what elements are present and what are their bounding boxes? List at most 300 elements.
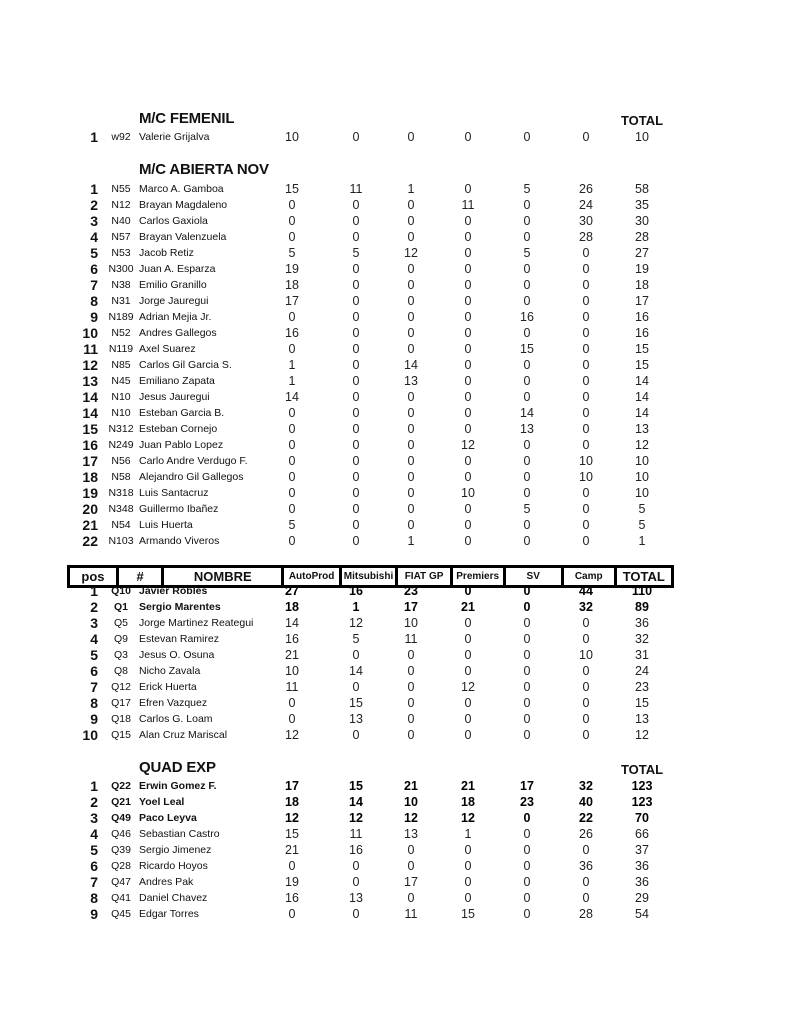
premiers-score: 0 bbox=[464, 278, 472, 292]
mitsubishi-score: 0 bbox=[352, 518, 360, 532]
fiat-gp-score: 0 bbox=[407, 130, 415, 144]
camp-score: 0 bbox=[582, 875, 590, 889]
fiat-gp-score: 12 bbox=[404, 811, 418, 825]
mitsubishi-score: 0 bbox=[352, 278, 360, 292]
autoprod-score: 0 bbox=[288, 712, 296, 726]
mitsubishi-score: 0 bbox=[352, 406, 360, 420]
total-score: 89 bbox=[635, 600, 649, 614]
racer-number: Q41 bbox=[111, 892, 131, 904]
camp-score: 0 bbox=[582, 342, 590, 356]
position: 3 bbox=[90, 615, 98, 631]
total-score: 28 bbox=[635, 230, 649, 244]
premiers-score: 0 bbox=[464, 422, 472, 436]
sv-score: 0 bbox=[523, 198, 531, 212]
header-autoprod: AutoProd bbox=[284, 568, 341, 585]
autoprod-score: 0 bbox=[288, 406, 296, 420]
table-row bbox=[0, 293, 791, 309]
premiers-score: 0 bbox=[464, 310, 472, 324]
table-row bbox=[0, 533, 791, 549]
position: 9 bbox=[90, 309, 98, 325]
racer-name: Jacob Retiz bbox=[139, 247, 194, 259]
racer-name: Valerie Grijalva bbox=[139, 131, 210, 143]
autoprod-score: 21 bbox=[285, 843, 299, 857]
autoprod-score: 14 bbox=[285, 616, 299, 630]
table-row bbox=[0, 727, 791, 743]
racer-name: Paco Leyva bbox=[139, 812, 197, 824]
premiers-score: 12 bbox=[461, 680, 475, 694]
position: 6 bbox=[90, 663, 98, 679]
racer-number: N31 bbox=[111, 295, 131, 307]
mitsubishi-score: 0 bbox=[352, 262, 360, 276]
fiat-gp-score: 0 bbox=[407, 422, 415, 436]
mitsubishi-score: 13 bbox=[349, 891, 363, 905]
fiat-gp-score: 0 bbox=[407, 390, 415, 404]
sv-score: 0 bbox=[523, 326, 531, 340]
mitsubishi-score: 0 bbox=[352, 680, 360, 694]
total-score: 16 bbox=[635, 326, 649, 340]
total-score: 58 bbox=[635, 182, 649, 196]
table-row bbox=[0, 129, 791, 145]
racer-number: Q49 bbox=[111, 812, 131, 824]
position: 16 bbox=[82, 437, 98, 453]
total-score: 123 bbox=[631, 779, 653, 793]
camp-score: 0 bbox=[582, 664, 590, 678]
sv-score: 0 bbox=[523, 230, 531, 244]
racer-name: Yoel Leal bbox=[139, 796, 185, 808]
racer-name: Brayan Valenzuela bbox=[139, 231, 227, 243]
position: 3 bbox=[90, 213, 98, 229]
camp-score: 0 bbox=[582, 616, 590, 630]
racer-name: Sergio Marentes bbox=[139, 601, 221, 613]
camp-score: 30 bbox=[579, 214, 593, 228]
sv-score: 14 bbox=[520, 406, 534, 420]
fiat-gp-score: 0 bbox=[407, 696, 415, 710]
table-row bbox=[0, 229, 791, 245]
camp-score: 0 bbox=[582, 246, 590, 260]
camp-score: 26 bbox=[579, 827, 593, 841]
camp-score: 0 bbox=[582, 374, 590, 388]
camp-score: 0 bbox=[582, 518, 590, 532]
sv-score: 0 bbox=[523, 358, 531, 372]
sv-score: 0 bbox=[523, 130, 531, 144]
table-row bbox=[0, 197, 791, 213]
racer-number: N10 bbox=[111, 407, 131, 419]
sv-score: 0 bbox=[523, 584, 531, 598]
header-nombre: NOMBRE bbox=[164, 568, 284, 585]
total-score: 14 bbox=[635, 406, 649, 420]
total-score: 10 bbox=[635, 470, 649, 484]
position: 2 bbox=[90, 599, 98, 615]
mitsubishi-score: 0 bbox=[352, 454, 360, 468]
autoprod-score: 17 bbox=[285, 779, 299, 793]
racer-name: Axel Suarez bbox=[139, 343, 196, 355]
position: 15 bbox=[82, 421, 98, 437]
table-row bbox=[0, 517, 791, 533]
fiat-gp-score: 0 bbox=[407, 294, 415, 308]
autoprod-score: 0 bbox=[288, 230, 296, 244]
racer-number: Q15 bbox=[111, 729, 131, 741]
table-row bbox=[0, 261, 791, 277]
autoprod-score: 10 bbox=[285, 664, 299, 678]
total-score: 13 bbox=[635, 422, 649, 436]
racer-number: N56 bbox=[111, 455, 131, 467]
position: 3 bbox=[90, 810, 98, 826]
total-score: 5 bbox=[638, 502, 646, 516]
sv-score: 0 bbox=[523, 712, 531, 726]
sv-score: 0 bbox=[523, 680, 531, 694]
position: 21 bbox=[82, 517, 98, 533]
fiat-gp-score: 21 bbox=[404, 779, 418, 793]
premiers-score: 0 bbox=[464, 130, 472, 144]
table-row bbox=[0, 357, 791, 373]
premiers-score: 0 bbox=[464, 406, 472, 420]
table-row bbox=[0, 389, 791, 405]
mitsubishi-score: 16 bbox=[349, 843, 363, 857]
table-row bbox=[0, 245, 791, 261]
racer-name: Armando Viveros bbox=[139, 535, 220, 547]
mitsubishi-score: 0 bbox=[352, 438, 360, 452]
total-score: 1 bbox=[638, 534, 646, 548]
racer-number: Q1 bbox=[113, 601, 128, 613]
racer-number: Q21 bbox=[111, 796, 131, 808]
total-score: 30 bbox=[635, 214, 649, 228]
fiat-gp-score: 14 bbox=[404, 358, 418, 372]
position: 10 bbox=[82, 325, 98, 341]
autoprod-score: 15 bbox=[285, 827, 299, 841]
fiat-gp-score: 23 bbox=[404, 584, 418, 598]
autoprod-score: 12 bbox=[285, 811, 299, 825]
total-score: 66 bbox=[635, 827, 649, 841]
camp-score: 40 bbox=[579, 795, 593, 809]
table-row bbox=[0, 437, 791, 453]
racer-name: Ricardo Hoyos bbox=[139, 860, 208, 872]
premiers-score: 21 bbox=[461, 600, 475, 614]
sv-score: 0 bbox=[523, 664, 531, 678]
header-pos: pos bbox=[70, 568, 119, 585]
position: 5 bbox=[90, 647, 98, 663]
sv-score: 16 bbox=[520, 310, 534, 324]
total-score: 12 bbox=[635, 728, 649, 742]
table-row bbox=[0, 794, 791, 810]
autoprod-score: 0 bbox=[288, 859, 296, 873]
position: 20 bbox=[82, 501, 98, 517]
racer-number: N85 bbox=[111, 359, 131, 371]
racer-name: Andres Gallegos bbox=[139, 327, 217, 339]
racer-number: w92 bbox=[111, 131, 131, 143]
fiat-gp-score: 11 bbox=[404, 907, 418, 921]
table-row bbox=[0, 501, 791, 517]
table-row bbox=[0, 711, 791, 727]
position: 22 bbox=[82, 533, 98, 549]
header-fiat-gp: FIAT GP bbox=[398, 568, 453, 585]
premiers-score: 0 bbox=[464, 502, 472, 516]
header-premiers: Premiers bbox=[453, 568, 506, 585]
camp-score: 0 bbox=[582, 728, 590, 742]
total-score: 18 bbox=[635, 278, 649, 292]
racer-number: N40 bbox=[111, 215, 131, 227]
camp-score: 10 bbox=[579, 470, 593, 484]
position: 7 bbox=[90, 874, 98, 890]
total-score: 12 bbox=[635, 438, 649, 452]
table-row bbox=[0, 405, 791, 421]
mitsubishi-score: 0 bbox=[352, 534, 360, 548]
mitsubishi-score: 11 bbox=[349, 827, 363, 841]
autoprod-score: 0 bbox=[288, 454, 296, 468]
position: 11 bbox=[83, 341, 98, 357]
premiers-score: 15 bbox=[461, 907, 475, 921]
mitsubishi-score: 0 bbox=[352, 198, 360, 212]
fiat-gp-score: 0 bbox=[407, 843, 415, 857]
premiers-score: 1 bbox=[464, 827, 472, 841]
fiat-gp-score: 0 bbox=[407, 486, 415, 500]
autoprod-score: 0 bbox=[288, 502, 296, 516]
total-score: 10 bbox=[635, 130, 649, 144]
mitsubishi-score: 0 bbox=[352, 342, 360, 356]
total-score: 5 bbox=[638, 518, 646, 532]
racer-name: Alan Cruz Mariscal bbox=[139, 729, 228, 741]
racer-name: Jorge Jauregui bbox=[139, 295, 209, 307]
header-total: TOTAL bbox=[622, 569, 665, 584]
position: 18 bbox=[82, 469, 98, 485]
fiat-gp-score: 1 bbox=[407, 534, 415, 548]
premiers-score: 0 bbox=[464, 534, 472, 548]
racer-name: Carlos Gil Garcia S. bbox=[139, 359, 232, 371]
camp-score: 24 bbox=[579, 198, 593, 212]
autoprod-score: 27 bbox=[285, 584, 299, 598]
racer-name: Marco A. Gamboa bbox=[139, 183, 224, 195]
table-row bbox=[0, 615, 791, 631]
fiat-gp-score: 0 bbox=[407, 342, 415, 356]
sv-score: 0 bbox=[523, 214, 531, 228]
sv-score: 0 bbox=[523, 278, 531, 292]
racer-number: N55 bbox=[111, 183, 131, 195]
autoprod-score: 15 bbox=[285, 182, 299, 196]
racer-number: Q10 bbox=[111, 585, 131, 597]
racer-number: Q22 bbox=[111, 780, 131, 792]
total-score: 14 bbox=[635, 374, 649, 388]
camp-score: 0 bbox=[582, 438, 590, 452]
fiat-gp-score: 10 bbox=[404, 795, 418, 809]
total-score: 123 bbox=[631, 795, 653, 809]
camp-score: 0 bbox=[582, 696, 590, 710]
fiat-gp-score: 0 bbox=[407, 728, 415, 742]
table-row bbox=[0, 663, 791, 679]
mitsubishi-score: 0 bbox=[352, 859, 360, 873]
racer-number: Q47 bbox=[111, 876, 131, 888]
mitsubishi-score: 5 bbox=[352, 632, 360, 646]
sv-score: 0 bbox=[523, 891, 531, 905]
fiat-gp-score: 0 bbox=[407, 230, 415, 244]
premiers-score: 0 bbox=[464, 230, 472, 244]
table-row bbox=[0, 599, 791, 615]
camp-score: 0 bbox=[582, 680, 590, 694]
position: 5 bbox=[90, 245, 98, 261]
fiat-gp-score: 0 bbox=[407, 712, 415, 726]
camp-score: 10 bbox=[579, 454, 593, 468]
sv-score: 0 bbox=[523, 875, 531, 889]
autoprod-score: 0 bbox=[288, 696, 296, 710]
racer-number: N52 bbox=[111, 327, 131, 339]
premiers-score: 21 bbox=[461, 779, 475, 793]
autoprod-score: 0 bbox=[288, 534, 296, 548]
position: 9 bbox=[90, 906, 98, 922]
premiers-score: 0 bbox=[464, 859, 472, 873]
premiers-score: 0 bbox=[464, 584, 472, 598]
mitsubishi-score: 0 bbox=[352, 728, 360, 742]
racer-number: Q12 bbox=[111, 681, 131, 693]
position: 1 bbox=[90, 181, 98, 197]
position: 10 bbox=[82, 727, 98, 743]
section-title-femenil: M/C FEMENIL bbox=[139, 110, 235, 127]
sv-score: 0 bbox=[523, 696, 531, 710]
position: 19 bbox=[82, 485, 98, 501]
racer-name: Luis Huerta bbox=[139, 519, 193, 531]
fiat-gp-score: 0 bbox=[407, 326, 415, 340]
premiers-score: 0 bbox=[464, 326, 472, 340]
racer-name: Daniel Chavez bbox=[139, 892, 208, 904]
header-sv: SV bbox=[506, 568, 564, 585]
sv-score: 0 bbox=[523, 827, 531, 841]
table-row bbox=[0, 890, 791, 906]
premiers-score: 0 bbox=[464, 616, 472, 630]
fiat-gp-score: 0 bbox=[407, 214, 415, 228]
camp-score: 0 bbox=[582, 422, 590, 436]
premiers-score: 0 bbox=[464, 518, 472, 532]
autoprod-score: 16 bbox=[285, 326, 299, 340]
fiat-gp-score: 17 bbox=[404, 875, 418, 889]
sv-score: 15 bbox=[520, 342, 534, 356]
fiat-gp-score: 0 bbox=[407, 664, 415, 678]
camp-score: 32 bbox=[579, 600, 593, 614]
table-row bbox=[0, 842, 791, 858]
racer-name: Efren Vazquez bbox=[139, 697, 208, 709]
racer-number: N53 bbox=[111, 247, 131, 259]
camp-score: 28 bbox=[579, 230, 593, 244]
fiat-gp-score: 0 bbox=[407, 891, 415, 905]
total-score: 10 bbox=[635, 454, 649, 468]
camp-score: 0 bbox=[582, 358, 590, 372]
camp-score: 0 bbox=[582, 262, 590, 276]
position: 7 bbox=[90, 277, 98, 293]
mitsubishi-score: 0 bbox=[352, 390, 360, 404]
sv-score: 5 bbox=[523, 246, 531, 260]
premiers-score: 0 bbox=[464, 374, 472, 388]
racer-name: Javier Robles bbox=[139, 585, 208, 597]
premiers-score: 0 bbox=[464, 262, 472, 276]
total-score: 110 bbox=[631, 584, 653, 598]
premiers-score: 12 bbox=[461, 811, 475, 825]
position: 8 bbox=[90, 890, 98, 906]
sv-score: 0 bbox=[523, 648, 531, 662]
total-score: 24 bbox=[635, 664, 649, 678]
camp-score: 0 bbox=[582, 278, 590, 292]
autoprod-score: 0 bbox=[288, 342, 296, 356]
racer-number: N10 bbox=[111, 391, 131, 403]
mitsubishi-score: 0 bbox=[352, 875, 360, 889]
autoprod-score: 11 bbox=[285, 680, 299, 694]
total-score: 10 bbox=[635, 486, 649, 500]
racer-name: Brayan Magdaleno bbox=[139, 199, 228, 211]
autoprod-score: 1 bbox=[288, 374, 296, 388]
camp-score: 36 bbox=[579, 859, 593, 873]
total-score: 70 bbox=[635, 811, 649, 825]
total-heading-femenil: TOTAL bbox=[620, 113, 664, 128]
fiat-gp-score: 13 bbox=[404, 827, 418, 841]
camp-score: 0 bbox=[582, 130, 590, 144]
table-row bbox=[0, 181, 791, 197]
sv-score: 0 bbox=[523, 728, 531, 742]
racer-name: Emiliano Zapata bbox=[139, 375, 215, 387]
racer-name: Adrian Mejia Jr. bbox=[139, 311, 212, 323]
total-score: 16 bbox=[635, 310, 649, 324]
camp-score: 0 bbox=[582, 294, 590, 308]
racer-name: Andres Pak bbox=[139, 876, 194, 888]
autoprod-score: 18 bbox=[285, 795, 299, 809]
position: 14 bbox=[82, 405, 98, 421]
premiers-score: 0 bbox=[464, 632, 472, 646]
fiat-gp-score: 1 bbox=[407, 182, 415, 196]
sv-score: 0 bbox=[523, 907, 531, 921]
fiat-gp-score: 0 bbox=[407, 470, 415, 484]
camp-score: 0 bbox=[582, 406, 590, 420]
autoprod-score: 0 bbox=[288, 438, 296, 452]
total-score: 27 bbox=[635, 246, 649, 260]
racer-number: N318 bbox=[108, 487, 134, 499]
fiat-gp-score: 0 bbox=[407, 454, 415, 468]
racer-number: N38 bbox=[111, 279, 131, 291]
position: 13 bbox=[82, 373, 98, 389]
sv-score: 17 bbox=[520, 779, 534, 793]
autoprod-score: 17 bbox=[285, 294, 299, 308]
mitsubishi-score: 12 bbox=[349, 616, 363, 630]
autoprod-score: 18 bbox=[285, 278, 299, 292]
mitsubishi-score: 5 bbox=[352, 246, 360, 260]
racer-number: N58 bbox=[111, 471, 131, 483]
racer-number: Q39 bbox=[111, 844, 131, 856]
fiat-gp-score: 0 bbox=[407, 859, 415, 873]
racer-number: N189 bbox=[108, 311, 134, 323]
premiers-score: 0 bbox=[464, 712, 472, 726]
mitsubishi-score: 16 bbox=[349, 584, 363, 598]
position: 17 bbox=[82, 453, 98, 469]
fiat-gp-score: 0 bbox=[407, 502, 415, 516]
autoprod-score: 16 bbox=[285, 632, 299, 646]
autoprod-score: 12 bbox=[285, 728, 299, 742]
sv-score: 5 bbox=[523, 502, 531, 516]
racer-number: N12 bbox=[111, 199, 131, 211]
racer-number: N54 bbox=[111, 519, 131, 531]
table-row bbox=[0, 858, 791, 874]
camp-score: 0 bbox=[582, 891, 590, 905]
racer-number: Q3 bbox=[113, 649, 128, 661]
sv-score: 0 bbox=[523, 486, 531, 500]
total-score: 32 bbox=[635, 632, 649, 646]
table-row bbox=[0, 453, 791, 469]
total-score: 36 bbox=[635, 875, 649, 889]
position: 4 bbox=[90, 631, 98, 647]
camp-score: 26 bbox=[579, 182, 593, 196]
table-row bbox=[0, 325, 791, 341]
autoprod-score: 21 bbox=[285, 648, 299, 662]
position: 1 bbox=[90, 778, 98, 794]
mitsubishi-score: 0 bbox=[352, 326, 360, 340]
mitsubishi-score: 1 bbox=[352, 600, 360, 614]
autoprod-score: 0 bbox=[288, 486, 296, 500]
autoprod-score: 14 bbox=[285, 390, 299, 404]
autoprod-score: 19 bbox=[285, 262, 299, 276]
total-score: 15 bbox=[635, 696, 649, 710]
mitsubishi-score: 0 bbox=[352, 502, 360, 516]
